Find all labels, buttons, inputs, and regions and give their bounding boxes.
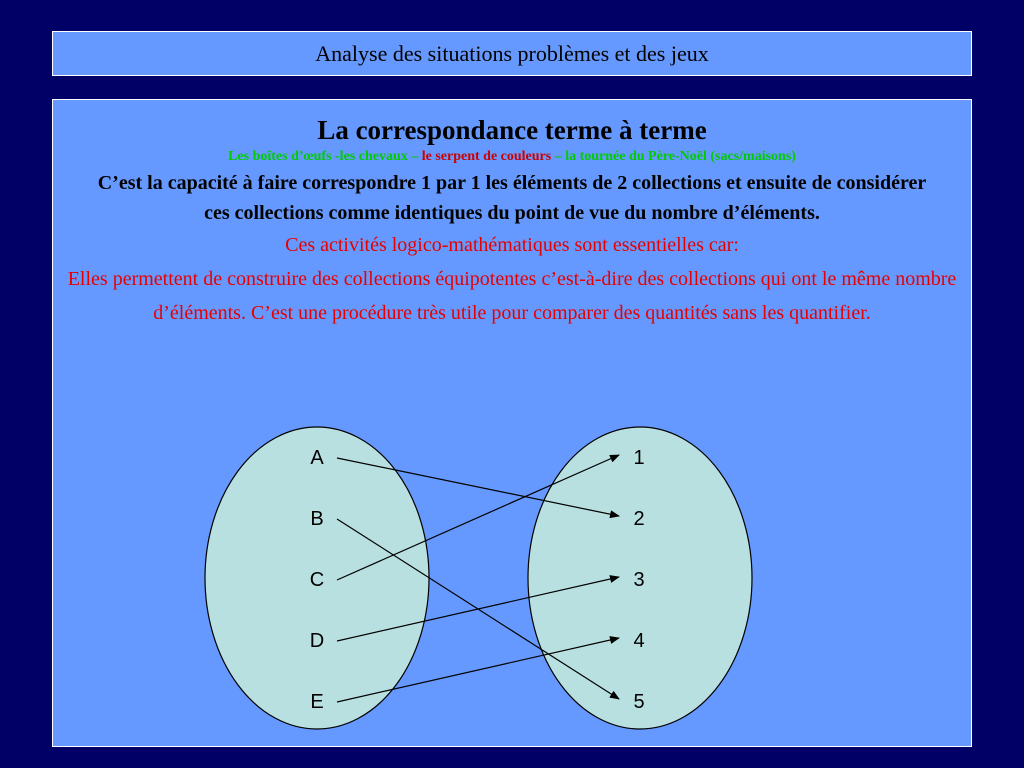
left-element-b: B	[310, 508, 324, 530]
left-element-c: C	[309, 569, 325, 591]
right-element-3: 3	[633, 569, 645, 591]
activities-part-1: Les boîtes d’œufs -les chevaux –	[228, 149, 422, 164]
left-element-a: A	[310, 447, 324, 469]
activities-part-3: – la tournée du Père-Noël (sacs/maisons)	[551, 149, 796, 164]
main-heading: La correspondance terme à terme	[317, 115, 707, 145]
right-element-4: 4	[633, 630, 645, 652]
left-element-d: D	[309, 630, 325, 652]
slide-title: Analyse des situations problèmes et des jeux	[315, 40, 709, 66]
definition-text: C’est la capacité à faire correspondre 1 par 1 les éléments de 2 collections et ensuite de considérer ces collections comme identiques du point de vue du nombre d’éléments.	[97, 172, 927, 224]
left-element-e: E	[310, 691, 324, 713]
intro-text: Ces activités logico-mathématiques sont essentielles car:	[285, 234, 739, 256]
right-element-1: 1	[633, 447, 645, 469]
right-element-2: 2	[633, 508, 645, 530]
activities-part-2: le serpent de couleurs	[421, 149, 552, 164]
explanation-text: Elles permettent de construire des collections équipotentes c’est-à-dire des collections qui ont le même nombre d’éléments. C’est une procédure très utile pour comparer des quantités sans les quantifier.	[67, 268, 957, 324]
right-element-5: 5	[633, 691, 645, 713]
